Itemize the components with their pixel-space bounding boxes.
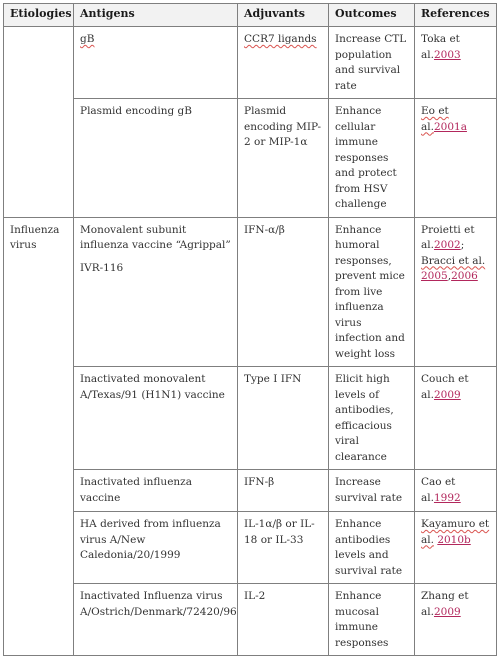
ref-author: Couch et al. xyxy=(421,373,469,401)
header-adjuvants: Adjuvants xyxy=(238,4,329,27)
antigen-cell xyxy=(74,367,238,470)
antigen-cell: Inactivated Influenza virus A/Ostrich/Denmark/72420/96 xyxy=(74,584,238,656)
ref-separator: ; xyxy=(460,239,465,251)
reference-cell xyxy=(415,584,497,656)
ref-link[interactable]: 2009 xyxy=(433,388,461,401)
reference-cell xyxy=(415,470,497,512)
ref-link[interactable]: 1992 xyxy=(433,491,461,504)
adjuvant-cell: Type I IFN xyxy=(238,367,329,470)
antigen-text: Inactivated monovalent A/Texas/91 (H1N1) vaccine xyxy=(80,373,225,401)
adjuvant-cell xyxy=(238,27,329,99)
table-row xyxy=(4,367,497,470)
reference-cell xyxy=(415,27,497,99)
adjuvant-text: CCR7 ligands xyxy=(244,33,317,45)
outcome-cell: Increase survival rate xyxy=(329,470,415,512)
data-table xyxy=(3,3,497,656)
antigen-text: Monovalent subunit influenza vaccine “Agrippal” xyxy=(80,223,231,251)
header-outcomes: Outcomes xyxy=(329,4,415,27)
adjuvant-cell: IL-1α/β or IL-18 or IL-33 xyxy=(238,512,329,584)
table-row xyxy=(4,512,497,584)
adjuvant-cell: IFN-α/β xyxy=(238,217,329,367)
outcome-cell: Enhance antibodies levels and survival rate xyxy=(329,512,415,584)
outcome-cell: Enhance humoral responses, prevent mice from live influenza virus infection and weight loss xyxy=(329,217,415,367)
ref-author: Eo et al. xyxy=(421,105,449,133)
antigen-cell xyxy=(74,217,238,367)
ref-link[interactable]: 2001a xyxy=(433,120,467,133)
table-row xyxy=(4,99,497,218)
ref-author: Toka et al. xyxy=(421,33,460,61)
antigen-text: gB xyxy=(80,33,95,45)
reference-cell: Proietti et al.2002; Bracci et al. 2005,2006 xyxy=(415,217,497,367)
ref-link-3[interactable]: 2006 xyxy=(451,270,478,282)
outcome-cell: Enhance mucosal immune responses xyxy=(329,584,415,656)
reference-cell xyxy=(415,367,497,470)
header-references: References xyxy=(415,4,497,27)
ref-author: Kayamuro et al. xyxy=(421,518,490,546)
ref-author-2: Bracci et al. xyxy=(421,254,486,267)
ref-author: Zhang et al. xyxy=(421,590,469,618)
header-row xyxy=(4,4,497,27)
header-etiologies: Etiologies xyxy=(4,4,74,27)
outcome-cell: Enhance cellular immune responses and protect from HSV challenge xyxy=(329,99,415,218)
antigen-cell: Inactivated influenza vaccine xyxy=(74,470,238,512)
table-row xyxy=(4,27,497,99)
ref-link[interactable]: 2010b xyxy=(437,533,471,546)
antigen-cell xyxy=(74,27,238,99)
adjuvant-cell: IFN-β xyxy=(238,470,329,512)
ref-author: Cao et al. xyxy=(421,476,456,504)
outcome-cell: Elicit high levels of antibodies, efficacious viral clearance xyxy=(329,367,415,470)
ref-link[interactable]: 2003 xyxy=(433,48,461,61)
table-row xyxy=(4,217,497,367)
antigen-cell: HA derived from influenza virus A/New Caledonia/20/1999 xyxy=(74,512,238,584)
table-row xyxy=(4,470,497,512)
outcome-cell: Increase CTL population and survival rate xyxy=(329,27,415,99)
adjuvant-cell: IL-2 xyxy=(238,584,329,656)
spacer xyxy=(80,254,233,261)
ref-author: Proietti et al. xyxy=(421,223,475,251)
etiology-cell xyxy=(4,27,74,218)
reference-cell xyxy=(415,99,497,218)
ref-link[interactable]: 2002 xyxy=(433,239,461,251)
etiology-cell: Influenza virus xyxy=(4,217,74,656)
ref-link-2[interactable]: 2005 xyxy=(421,270,448,282)
antigen-cell: Plasmid encoding gB xyxy=(74,99,238,218)
adjuvant-cell: Plasmid encoding MIP-2 or MIP-1α xyxy=(238,99,329,218)
antigen-extra: IVR-116 xyxy=(80,261,124,274)
ref-link[interactable]: 2009 xyxy=(433,605,461,618)
table-row xyxy=(4,584,497,656)
header-antigens: Antigens xyxy=(74,4,238,27)
reference-cell xyxy=(415,512,497,584)
